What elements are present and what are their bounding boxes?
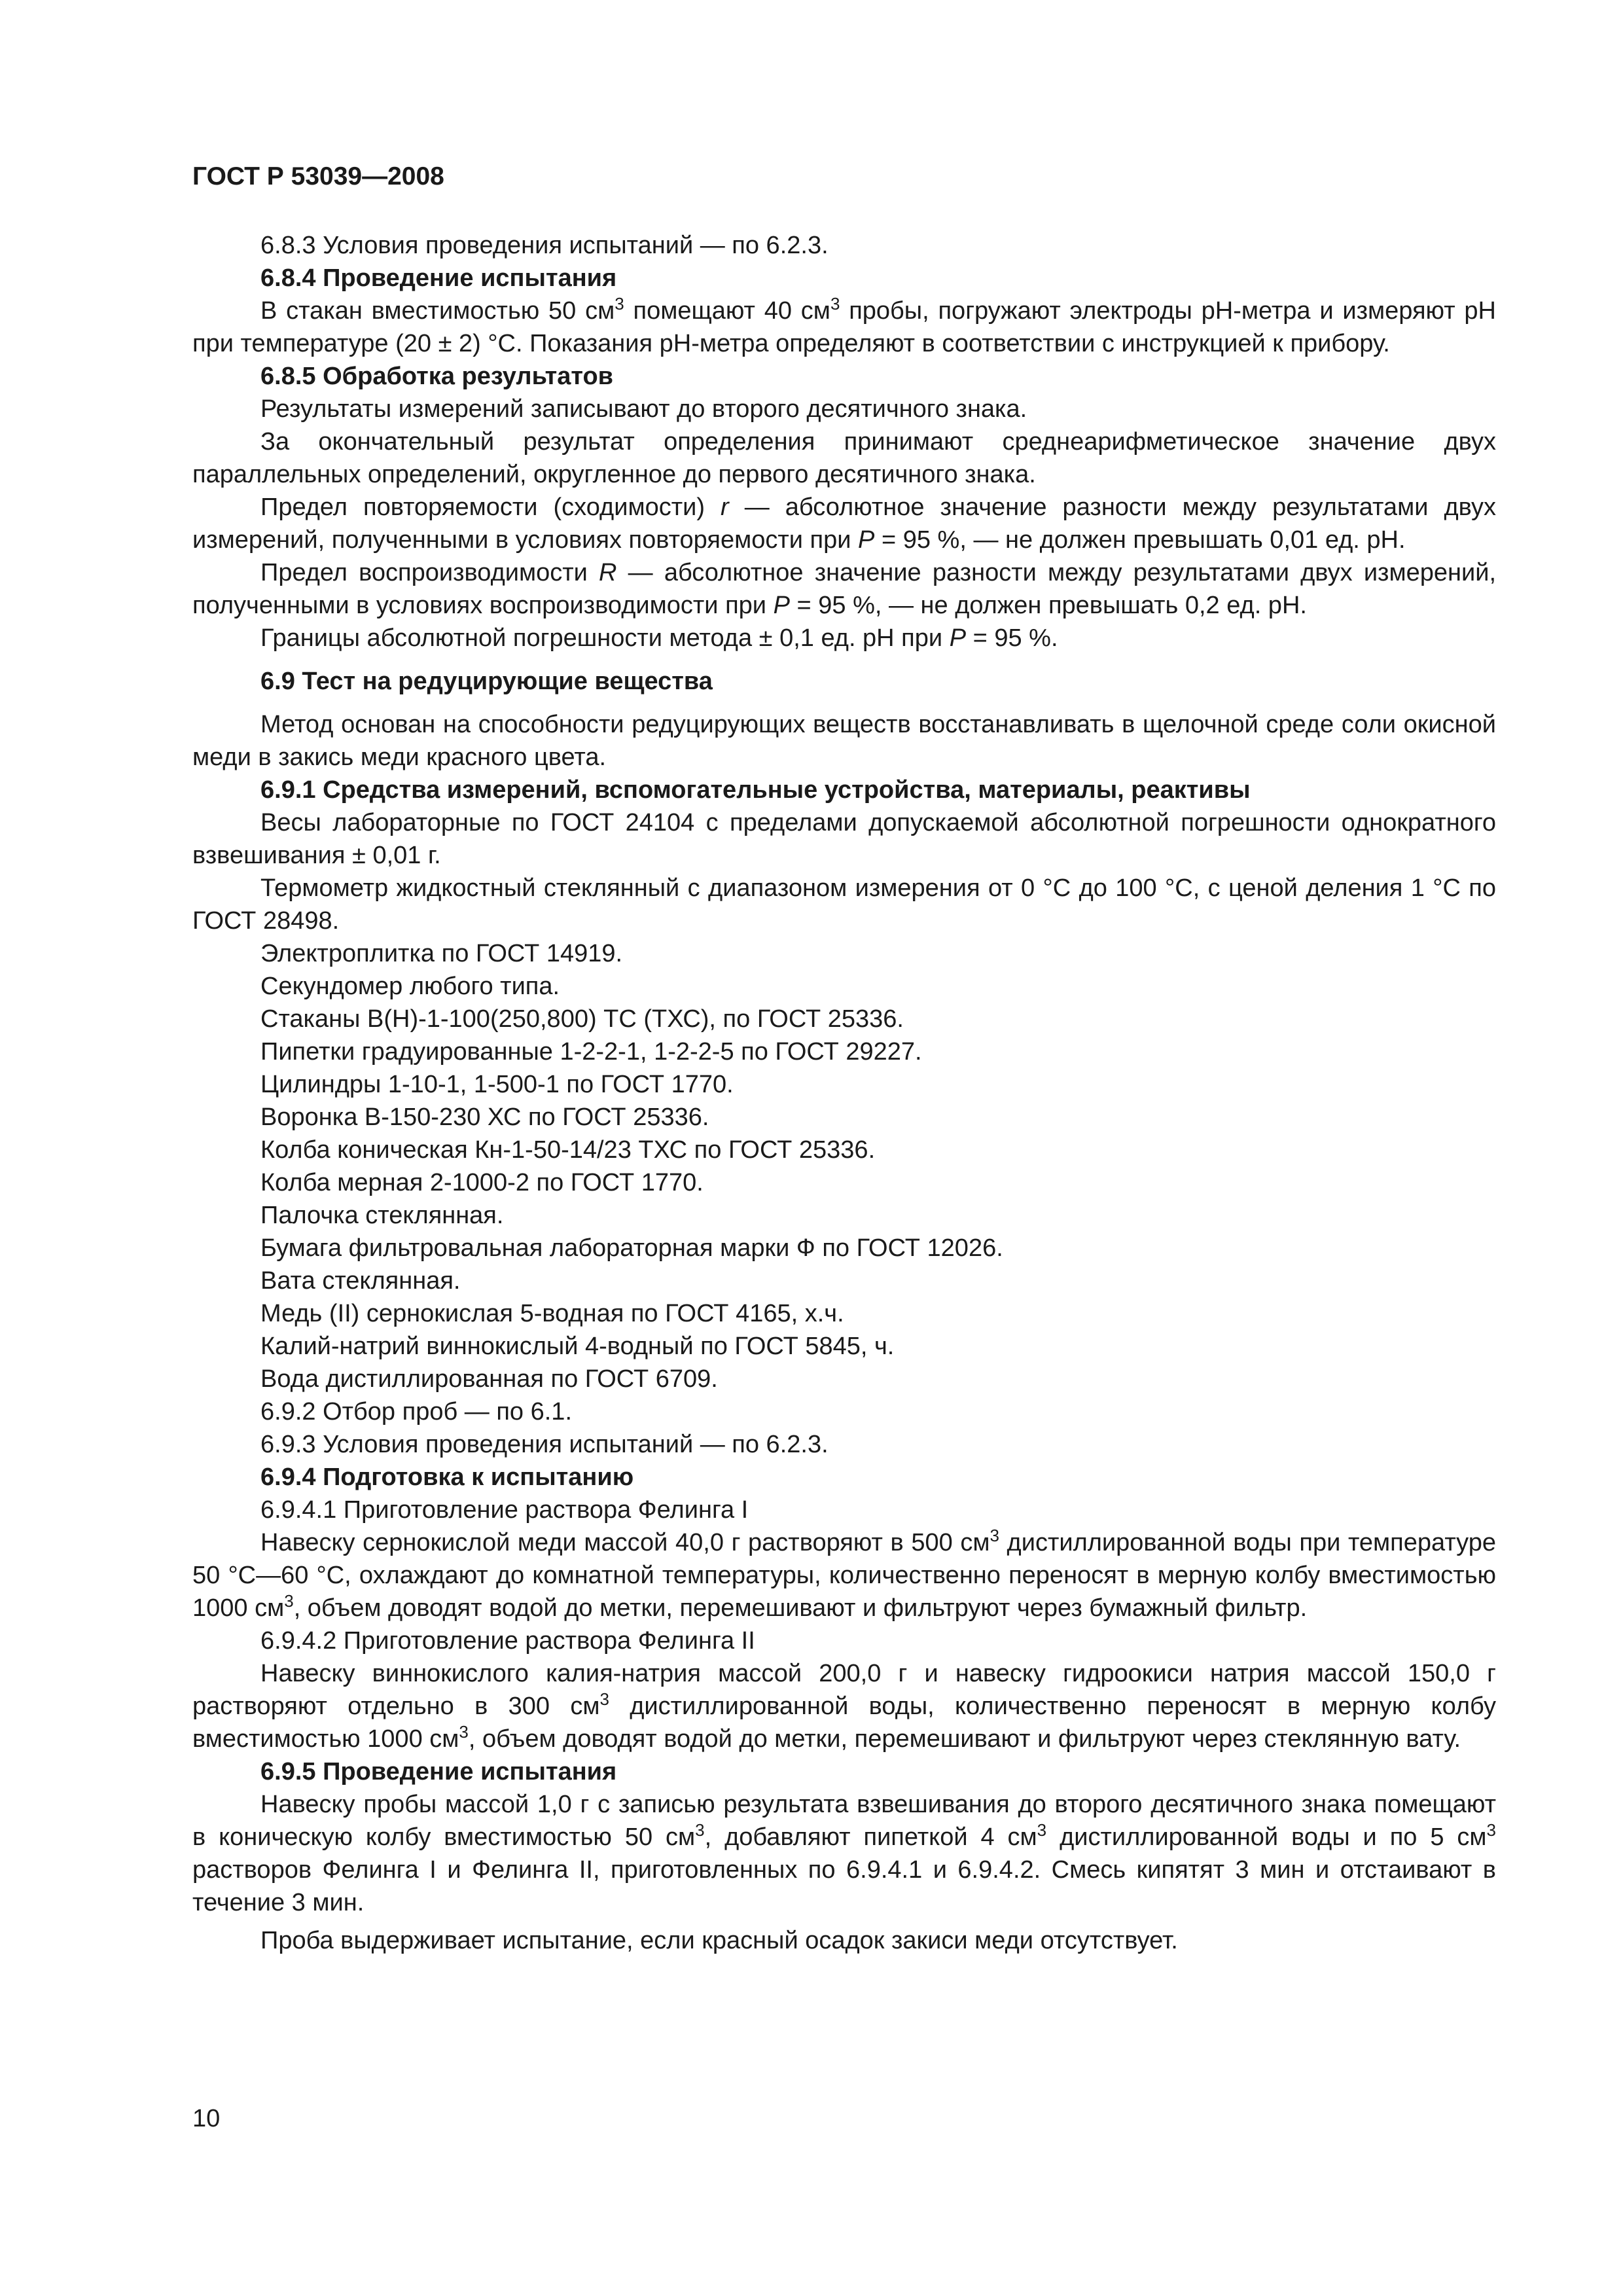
list-item: Бумага фильтровальная лабораторная марки Ф по ГОСТ 12026.: [260, 1234, 1003, 1262]
clause-6-8-3: 6.8.3 Условия проведения испытаний — по 6.2.3.: [260, 232, 829, 259]
paragraph: За окончательный результат определения принимают среднеарифметическое значение двух параллельных определений, округленное до первого десятичного знака.: [192, 428, 1496, 488]
clause-6-9-4-2-text: Навеску виннокислого калия-натрия массой 200,0 г и навеску гидроокиси натрия массой 150,0 г растворяют отдельно в 300 $см^3$ дистиллированной воды, количественно переносят в мерную колбу вместимостью 1000 $см^3$, объем доводят водой до метки, перемешивают и фильтруют через стеклянную вату.: [192, 1660, 1496, 1753]
clause-6-9-4-title: 6.9.4 Подготовка к испытанию: [260, 1463, 634, 1491]
paragraph-repeatability: Предел повторяемости (сходимости) r — абсолютное значение разности между результатами двух измерений, полученными в условиях повторяемости при Р = 95 %, — не должен превышать 0,01 ед. рН.: [192, 493, 1496, 554]
section-6-9-title: 6.9 Тест на редуцирующие вещества: [260, 668, 713, 695]
list-item: Цилиндры 1-10-1, 1-500-1 по ГОСТ 1770.: [260, 1071, 734, 1098]
paragraph-method: Метод основан на способности редуцирующих веществ восстанавливать в щелочной среде соли окисной меди в закись меди красного цвета.: [192, 711, 1496, 771]
list-item: Весы лабораторные по ГОСТ 24104 с пределами допускаемой абсолютной погрешности однократного взвешивания ± 0,01 г.: [192, 809, 1496, 869]
list-item: Пипетки градуированные 1-2-2-1, 1-2-2-5 по ГОСТ 29227.: [260, 1038, 922, 1066]
clause-6-9-5-text: Навеску пробы массой 1,0 г с записью результата взвешивания до второго десятичного знака помещают в коническую колбу вместимостью 50 $см^3$, добавляют пипеткой 4 $см^3$ дистиллированной воды и по 5 $см^3$ растворов Фелинга I и Фелинга II, приготовленных по 6.9.4.1 и 6.9.4.2. Смесь кипятят 3 мин и отстаивают в течение 3 мин.: [192, 1791, 1496, 1916]
paragraph-error-limits: Границы абсолютной погрешности метода ± 0,1 ед. рН при Р = 95 %.: [260, 624, 1058, 652]
list-item: Электроплитка по ГОСТ 14919.: [260, 940, 623, 967]
document-body: [192, 229, 1496, 1957]
list-item: Стаканы В(Н)-1-100(250,800) ТС (ТХС), по ГОСТ 25336.: [260, 1005, 904, 1033]
clause-6-9-3: 6.9.3 Условия проведения испытаний — по 6.2.3.: [260, 1431, 829, 1458]
clause-6-9-4-1-title: 6.9.4.1 Приготовление раствора Фелинга I: [260, 1496, 749, 1524]
clause-6-9-5-result: Проба выдерживает испытание, если красный осадок закиси меди отсутствует.: [260, 1927, 1178, 1954]
list-item: Вода дистиллированная по ГОСТ 6709.: [260, 1365, 718, 1393]
clause-6-9-4-2-title: 6.9.4.2 Приготовление раствора Фелинга II: [260, 1627, 755, 1655]
paragraph: Результаты измерений записывают до второго десятичного знака.: [260, 395, 1027, 423]
list-item: Вата стеклянная.: [260, 1267, 461, 1295]
list-item: Палочка стеклянная.: [260, 1202, 504, 1229]
clause-6-8-4-title: 6.8.4 Проведение испытания: [260, 264, 617, 292]
clause-6-9-2: 6.9.2 Отбор проб — по 6.1.: [260, 1398, 573, 1426]
list-item: Медь (II) сернокислая 5-водная по ГОСТ 4165, х.ч.: [260, 1300, 844, 1327]
clause-6-9-5-title: 6.9.5 Проведение испытания: [260, 1758, 617, 1785]
list-item: Калий-натрий виннокислый 4-водный по ГОСТ 5845, ч.: [260, 1333, 895, 1360]
list-item: Воронка В-150-230 ХС по ГОСТ 25336.: [260, 1103, 709, 1131]
list-item: Секундомер любого типа.: [260, 973, 560, 1000]
list-item: Колба мерная 2-1000-2 по ГОСТ 1770.: [260, 1169, 704, 1196]
paragraph-reproducibility: Предел воспроизводимости R — абсолютное значение разности между результатами двух измерений, полученными в условиях воспроизводимости при Р = 95 %, — не должен превышать 0,2 ед. рН.: [192, 559, 1496, 619]
clause-6-8-4-text: В стакан вместимостью 50 $см^3$ помещают 40 $см^3$ пробы, погружают электроды рН-метра и измеряют рН при температуре (20 ± 2) °С. Показания рН-метра определяют в соответствии с инструкцией к прибору.: [192, 294, 1496, 357]
clause-6-8-5-title: 6.8.5 Обработка результатов: [260, 363, 614, 390]
clause-6-9-1-title: 6.9.1 Средства измерений, вспомогательные устройства, материалы, реактивы: [260, 776, 1251, 804]
document-header: ГОСТ Р 53039—2008: [192, 162, 444, 190]
list-item: Термометр жидкостный стеклянный с диапазоном измерения от 0 °С до 100 °С, с ценой деления 1 °С по ГОСТ 28498.: [192, 874, 1496, 935]
page-number: 10: [192, 2105, 221, 2132]
clause-6-9-4-1-text: Навеску сернокислой меди массой 40,0 г растворяют в 500 $см^3$ дистиллированной воды при температуре 50 °С—60 °С, охлаждают до комнатной температуры, количественно переносят в мерную колбу вместимостью 1000 $см^3$, объем доводят водой до метки, перемешивают и фильтруют через бумажный фильтр.: [192, 1526, 1496, 1622]
list-item: Колба коническая Кн-1-50-14/23 ТХС по ГОСТ 25336.: [260, 1136, 876, 1164]
